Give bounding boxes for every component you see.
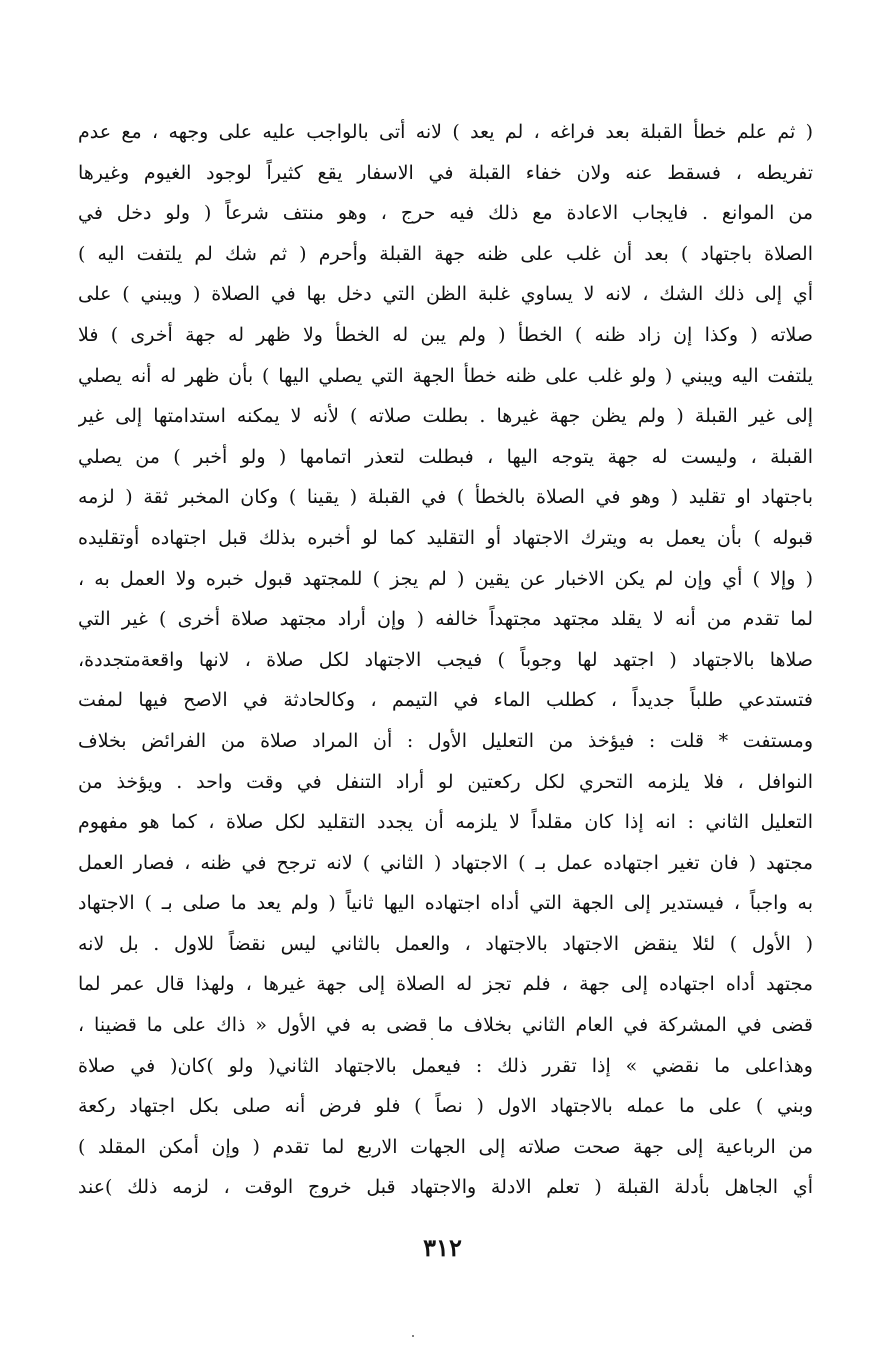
text-line: به واجباً ، فيستدير إلى الجهة التي أداه اجتهاده اليها ثانياً ( ولم يعد ما صلى بـ ) الاجتهاد <box>78 892 813 915</box>
text-line: إلى غير القبلة ( ولم يظن جهة غيرها . بطلت صلاته ) لأنه لا يمكنه استدامتها إلى غير <box>78 405 813 428</box>
body-text <box>78 112 813 1208</box>
text-line: أي إلى ذلك الشك ، لانه لا يساوي غلبة الظن التي دخل بها في الصلاة ( ويبني ) على <box>78 283 813 306</box>
text-line: لما تقدم من أنه لا يقلد مجتهد مجتهداً خالفه ( وإن أراد مجتهد صلاة أخرى ) غير التي <box>78 608 813 631</box>
text-line: ( وإلا ) أي وإن لم يكن الاخبار عن يقين ( لم يجز ) للمجتهد قبول خبره ولا العمل به ، <box>78 567 813 590</box>
text-line: الصلاة باجتهاد ) بعد أن غلب على ظنه جهة القبلة وأحرم ( ثم شك لم يلتفت اليه ) <box>78 242 813 265</box>
text-line: مجتهد ( فان تغير اجتهاده عمل بـ ) الاجتهاد ( الثاني ) لانه ترجح في ظنه ، فصار العمل <box>78 851 813 874</box>
text-line: وبني ) على ما عمله بالاجتهاد الاول ( نصاً ) فلو فرض أنه صلى بكل اجتهاد ركعة <box>78 1095 813 1118</box>
text-line: من الموانع . فايجاب الاعادة مع ذلك فيه حرج ، وهو منتف شرعاً ( ولو دخل في <box>78 202 813 225</box>
text-line: من الرباعية إلى جهة صحت صلاته إلى الجهات الاربع لما تقدم ( وإن أمكن المقلد ) <box>78 1135 813 1158</box>
text-line: صلاها بالاجتهاد ( اجتهد لها وجوباً ) فيجب الاجتهاد لكل صلاة ، لانها واقعةمتجددة، <box>78 648 813 671</box>
text-line: أي الجاهل بأدلة القبلة ( تعلم الادلة والاجتهاد قبل خروج الوقت ، لزمه ذلك )عند <box>78 1176 813 1199</box>
text-line: ( الأول ) لئلا ينقض الاجتهاد بالاجتهاد ، والعمل بالثاني ليس نقضاً للاول . بل لانه <box>78 932 813 955</box>
text-line: فتستدعي طلباً جديداً ، كطلب الماء في التيمم ، وكالحادثة في الاصح فيها لمفت <box>78 689 813 712</box>
text-line: قبوله ) بأن يعمل به ويترك الاجتهاد أو التقليد كما لو أخبره بذلك قبل اجتهاده أوتقليده <box>78 526 813 549</box>
text-line: يلتفت اليه ويبني ( ولو غلب على ظنه خطأ الجهة التي يصلي اليها ) بأن ظهر له أنه يصلي <box>78 364 813 387</box>
paper-speck <box>431 1038 433 1040</box>
text-line: ( ثم علم خطأ القبلة بعد فراغه ، لم يعد ) لانه أتى بالواجب عليه على وجهه ، مع عدم <box>78 121 813 143</box>
text-line: التعليل الثاني : انه إذا كان مقلداً لا يلزمه أن يجدد التقليد لكل صلاة ، كما هو مفهوم <box>78 811 813 834</box>
text-line: ومستفت * قلت : فيؤخذ من التعليل الأول : أن المراد صلاة من الفرائض بخلاف <box>78 729 813 752</box>
page-number: ٣١٢ <box>423 1233 462 1262</box>
text-line: قضى في المشركة في العام الثاني بخلاف ما قضى به في الأول « ذاك على ما قضينا ، <box>78 1014 813 1037</box>
paper-speck <box>412 1335 414 1337</box>
text-line: باجتهاد او تقليد ( وهو في الصلاة بالخطأ ) في القبلة ( يقينا ) وكان المخبر ثقة ( لزمه <box>78 486 813 509</box>
text-line: صلاته ( وكذا إن زاد ظنه ) الخطأ ( ولم يبن له الخطأ ولا ظهر له جهة أخرى ) فلا <box>78 323 813 346</box>
text-line: مجتهد أداه اجتهاده إلى جهة ، فلم تجز له الصلاة إلى جهة غيرها ، ولهذا قال عمر لما <box>78 973 813 996</box>
text-line: تفريطه ، فسقط عنه ولان خفاء القبلة في الاسفار يقع كثيراً لوجود الغيوم وغيرها <box>78 161 813 184</box>
text-line: النوافل ، فلا يلزمه التحري لكل ركعتين لو أراد التنفل في وقت واحد . ويؤخذ من <box>78 770 813 793</box>
text-line: القبلة ، وليست له جهة يتوجه اليها ، فبطلت لتعذر اتمامها ( ولو أخبر ) من يصلي <box>78 445 813 468</box>
text-line: وهذاعلى ما نقضي » إذا تقرر ذلك : فيعمل بالاجتهاد الثاني( ولو )كان( في صلاة <box>78 1054 813 1077</box>
